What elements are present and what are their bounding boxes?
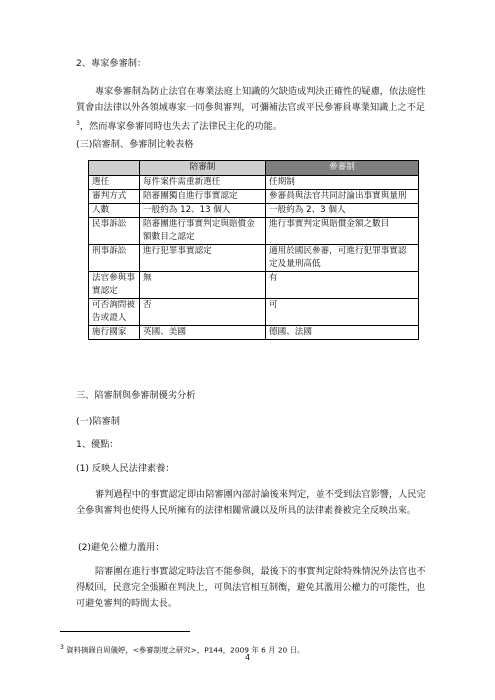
table-header-jury: 陪審制 <box>140 161 266 176</box>
table-row <box>89 218 419 245</box>
table-row <box>89 326 419 340</box>
point1-heading: (1) 反映人民法律素養： <box>76 463 175 474</box>
footnote-reference[interactable]: 3 <box>76 120 80 127</box>
jury-cell: 一般約為 12、13 個人 <box>140 204 266 218</box>
row-label: 可否詢問被告或證人 <box>89 299 140 326</box>
jury-cell: 進行犯罪事實認定 <box>140 245 266 272</box>
jury-cell: 陪審團獨自進行事實認定 <box>140 190 266 204</box>
table-row <box>89 204 419 218</box>
page-number: 4 <box>244 653 251 662</box>
table-row <box>89 245 419 272</box>
table-row <box>89 299 419 326</box>
point1-body: 審判過程中的事實認定即由陪審團內部討論後來判定，並不受到法官影響，人民完全參與審判也使得人民所擁有的法律相關常識以及所具的法律素養被完全反映出來。 <box>76 489 426 516</box>
jury-cell: 英國、美國 <box>140 326 266 340</box>
row-label: 人數 <box>89 204 140 218</box>
lay-judge-cell: 適用於國民參審，可進行犯罪事實認定及量刑高低 <box>266 245 419 272</box>
subsection-jury-heading: (一)陪審制 <box>76 416 120 427</box>
advantages-heading: 1、優點： <box>76 439 119 450</box>
lay-judge-cell: 一般約為 2、3 個人 <box>266 204 419 218</box>
footnote-number: 3 <box>60 644 64 652</box>
point2-heading: (2)避免公權力濫用： <box>78 542 165 553</box>
point2-body: 陪審團在進行事實認定時法官不能參與，最後下的事實判定除特殊情況外法官也不得駁回，民意完全張顯在判決上，可與法官相互制衡，避免其濫用公權力的可能性，也可避免審判的時間太長。 <box>76 566 426 609</box>
table-row <box>89 176 419 190</box>
section3-heading: 三、陪審制與參審制優劣分析 <box>76 390 196 401</box>
table-header-empty <box>89 161 140 176</box>
table-header-row <box>89 161 419 176</box>
lay-judge-cell: 德國、法國 <box>266 326 419 340</box>
row-label: 民事訴訟 <box>89 218 140 245</box>
jury-cell: 無 <box>140 272 266 299</box>
section2-body-end: ，然而專家參審同時也失去了法律民主化的功能。 <box>79 121 282 133</box>
lay-judge-cell: 可 <box>266 299 419 326</box>
lay-judge-cell: 參審員與法官共同討論出事實與量刑 <box>266 190 419 204</box>
jury-cell: 每件案件需重新選任 <box>140 176 266 190</box>
table-row <box>89 272 419 299</box>
row-label: 施行國家 <box>89 326 140 340</box>
row-label: 選任 <box>89 176 140 190</box>
jury-cell: 否 <box>140 299 266 326</box>
row-label: 法官參與事實認定 <box>89 272 140 299</box>
table-row <box>89 190 419 204</box>
comparison-table <box>88 160 419 340</box>
table-caption: (三)陪審制、參審制比較表格 <box>76 139 194 150</box>
row-label: 審判方式 <box>89 190 140 204</box>
section2-heading: 2、專家參審制： <box>76 58 147 69</box>
lay-judge-cell: 任期制 <box>266 176 419 190</box>
footnote-divider <box>60 631 190 632</box>
lay-judge-cell: 進行事實判定與賠償金額之數目 <box>266 218 419 245</box>
row-label: 刑事訴訟 <box>89 245 140 272</box>
table-header-lay-judge: 參審制 <box>266 161 419 176</box>
jury-cell: 陪審團進行事實判定與賠償金額數目之認定 <box>140 218 266 245</box>
section2-paragraph <box>76 84 430 135</box>
lay-judge-cell: 有 <box>266 272 419 299</box>
footnote-text: 資料摘錄自周儀婷，<參審制度之研究>，P144，2009 年 6 月 20 日。 <box>66 645 305 655</box>
section2-body: 專家參審制為防止法官在專業法庭上知識的欠缺造成判決正確性的疑慮，依法庭性質會由法律以外各領域專家一同參與審判，可彌補法官或平民參審員專業知識上之不足 <box>76 86 426 113</box>
